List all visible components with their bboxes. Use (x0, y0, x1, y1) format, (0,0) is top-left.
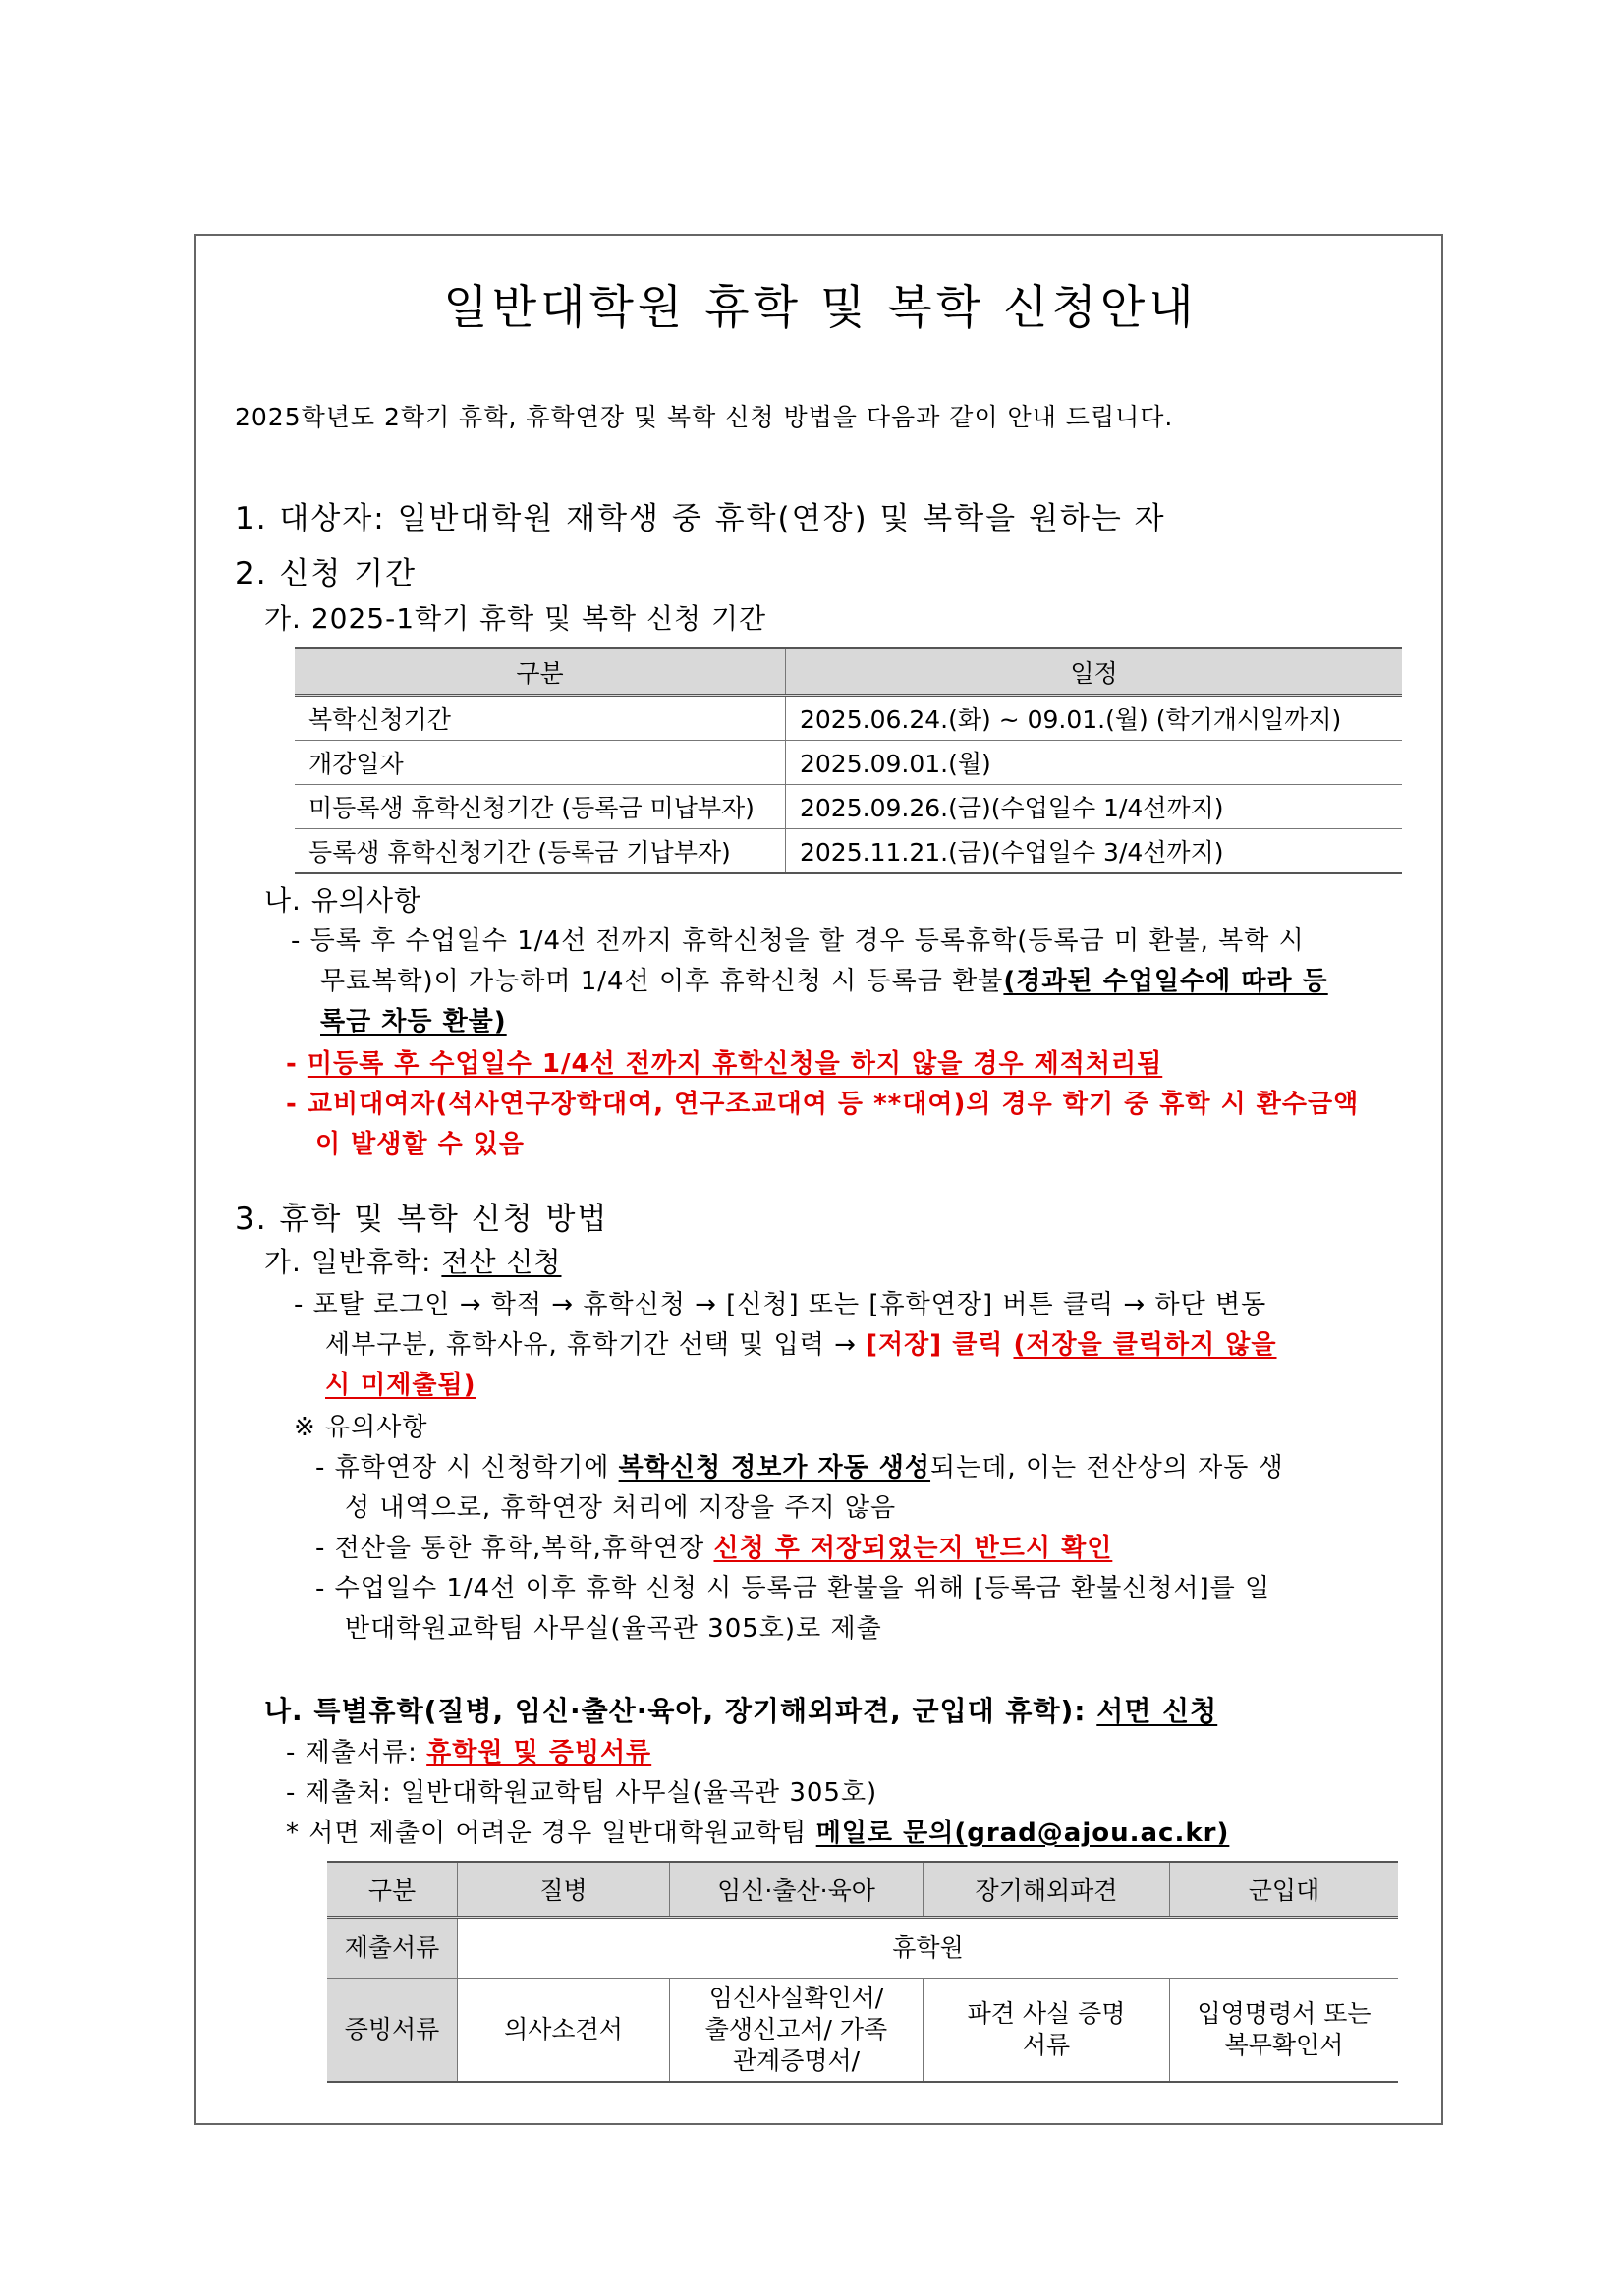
section2-heading: 2. 신청 기간 (235, 556, 418, 591)
note2-dash: - (286, 1049, 308, 1079)
note2-line (286, 1044, 1162, 1085)
step-text: 세부구분, 휴학사유, 휴학기간 선택 및 입력 → (325, 1330, 867, 1360)
table-cell: 2025.09.26.(금)(수업일수 1/4선까지) (786, 785, 1403, 829)
caution-emphasis: 신청 후 저장되었는지 반드시 확인 (713, 1534, 1113, 1563)
note1-line1: - 등록 후 수업일수 1/4선 전까지 휴학신청을 할 경우 등록휴학(등록금 미 환불, 복학 시 (291, 926, 1305, 956)
contact-line (286, 1814, 1229, 1854)
table-header: 임신·출산·육아 (670, 1862, 924, 1918)
caution3-line1: - 수업일수 1/4선 이후 휴학 신청 시 등록금 환불을 위해 [등록금 환불신청서]를 일 (315, 1574, 1271, 1603)
table-row-label: 증빙서류 (327, 1979, 458, 2083)
save-click-text: [저장] 클릭 (866, 1330, 1014, 1360)
note1-line2 (320, 962, 1328, 1002)
section2-sub-na: 나. 유의사항 (264, 884, 422, 917)
table-header: 장기해외파견 (924, 1862, 1170, 1918)
section3-sub-ga-label: 가. 일반휴학: (264, 1246, 442, 1278)
documents-value: 휴학원 및 증빙서류 (426, 1738, 652, 1767)
table-row (295, 785, 1402, 829)
table-cell: 등록생 휴학신청기간 (등록금 기납부자) (295, 829, 786, 874)
caution2-line (315, 1529, 1112, 1569)
section3-heading: 3. 휴학 및 복학 신청 방법 (235, 1202, 609, 1237)
contact-text: * 서면 제출이 어려운 경우 일반대학원교학팀 (286, 1819, 816, 1848)
table-cell: 임신사실확인서/ 출생신고서/ 가족관계증명서/ (670, 1979, 924, 2083)
note1-line3: 록금 차등 환불) (320, 1007, 507, 1036)
table-cell: 휴학원 (458, 1918, 1399, 1979)
caution-text: 되는데, 이는 전산상의 자동 생 (930, 1453, 1284, 1483)
section3-sub-na (264, 1690, 1217, 1729)
table-row-label: 제출서류 (327, 1918, 458, 1979)
contact-email: 메일로 문의(grad@ajou.ac.kr) (815, 1819, 1230, 1848)
documents-line (286, 1733, 651, 1773)
step-line3: 시 미제출됨) (325, 1371, 476, 1400)
step-line1: - 포탈 로그인 → 학적 → 휴학신청 → [신청] 또는 [휴학연장] 버튼 클릭 → 하단 변동 (294, 1290, 1267, 1319)
table-header: 일정 (786, 648, 1403, 696)
table-cell: 입영명령서 또는 복무확인서 (1170, 1979, 1399, 2083)
caution-title: ※ 유의사항 (294, 1413, 428, 1442)
table-cell: 2025.06.24.(화) ~ 09.01.(월) (학기개시일까지) (786, 696, 1403, 741)
note1-emphasis: (경과된 수업일수에 따라 등 (1003, 967, 1328, 996)
document-frame (194, 234, 1443, 2125)
table-cell: 2025.09.01.(월) (786, 741, 1403, 785)
section3-sub-na-method: 서면 신청 (1096, 1695, 1218, 1727)
caution-emphasis: 복학신청 정보가 자동 생성 (618, 1453, 931, 1483)
document-title: 일반대학원 휴학 및 복학 신청안내 (443, 281, 1198, 335)
section3-sub-na-label: 나. 특별휴학(질병, 임신·출산·육아, 장기해외파견, 군입대 휴학): (264, 1695, 1097, 1727)
table-row (327, 1918, 1398, 1979)
note2-text: 미등록 후 수업일수 1/4선 전까지 휴학신청을 하지 않을 경우 제적처리됨 (307, 1049, 1163, 1079)
submit-place-line: - 제출처: 일반대학원교학팀 사무실(율곡관 305호) (286, 1778, 878, 1808)
caution1-line1 (315, 1448, 1284, 1488)
table-header-row (327, 1862, 1398, 1918)
table-row (295, 741, 1402, 785)
schedule-table (295, 647, 1402, 874)
caution-text: - 휴학연장 시 신청학기에 (315, 1453, 619, 1483)
table-cell: 2025.11.21.(금)(수업일수 3/4선까지) (786, 829, 1403, 874)
note3-line1: - 교비대여자(석사연구장학대여, 연구조교대여 등 **대여)의 경우 학기 중 휴학 시 환수금액 (286, 1090, 1360, 1119)
table-row (295, 829, 1402, 874)
caution-text: - 전산을 통한 휴학,복학,휴학연장 (315, 1534, 714, 1563)
table-cell: 의사소견서 (458, 1979, 670, 2083)
table-cell: 미등록생 휴학신청기간 (등록금 미납부자) (295, 785, 786, 829)
section3-sub-ga (264, 1241, 561, 1280)
table-header: 구분 (327, 1862, 458, 1918)
table-header: 군입대 (1170, 1862, 1399, 1918)
intro-text: 2025학년도 2학기 휴학, 휴학연장 및 복학 신청 방법을 다음과 같이 안내 드립니다. (235, 403, 1174, 431)
note1-text: 무료복학)이 가능하며 1/4선 이후 휴학신청 시 등록금 환불 (320, 967, 1004, 996)
section3-sub-ga-method: 전산 신청 (441, 1246, 562, 1278)
table-row (295, 696, 1402, 741)
table-header-row (295, 648, 1402, 696)
step-line2 (325, 1325, 1277, 1366)
table-cell: 개강일자 (295, 741, 786, 785)
documents-label: - 제출서류: (286, 1738, 427, 1767)
caution3-line2: 반대학원교학팀 사무실(율곡관 305호)로 제출 (345, 1614, 882, 1644)
table-header: 질병 (458, 1862, 670, 1918)
caution1-line2: 성 내역으로, 휴학연장 처리에 지장을 주지 않음 (345, 1493, 897, 1523)
table-header: 구분 (295, 648, 786, 696)
table-row (327, 1979, 1398, 2083)
section2-sub-ga: 가. 2025-1학기 휴학 및 복학 신청 기간 (264, 602, 767, 635)
table-cell: 파견 사실 증명 서류 (924, 1979, 1170, 2083)
note3-line2: 이 발생할 수 있음 (315, 1130, 525, 1159)
special-leave-table (327, 1861, 1398, 2083)
table-cell: 복학신청기간 (295, 696, 786, 741)
save-warning-text: (저장을 클릭하지 않을 (1013, 1330, 1277, 1360)
section1-heading: 1. 대상자: 일반대학원 재학생 중 휴학(연장) 및 복학을 원하는 자 (235, 501, 1166, 536)
